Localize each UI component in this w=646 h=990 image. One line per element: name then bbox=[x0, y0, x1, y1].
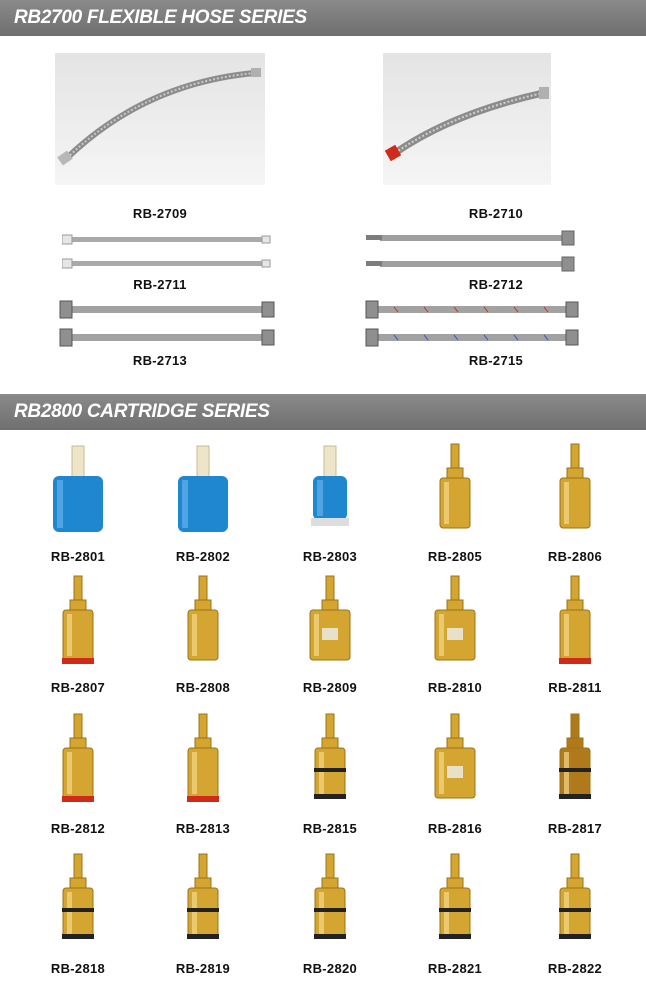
cartridge-image bbox=[295, 710, 365, 810]
cartridge-image bbox=[540, 710, 610, 810]
cartridge-image bbox=[295, 572, 365, 672]
label-rb-2710: RB-2710 bbox=[468, 206, 524, 221]
cartridge-label: RB-2810 bbox=[427, 680, 483, 695]
hose-2709-photo bbox=[55, 53, 265, 185]
cartridge-image bbox=[168, 572, 238, 672]
cartridge-label: RB-2805 bbox=[427, 549, 483, 564]
cartridge-image bbox=[540, 850, 610, 950]
label-rb-2712: RB-2712 bbox=[468, 277, 524, 292]
cartridge-image bbox=[43, 440, 113, 540]
cartridge-label: RB-2802 bbox=[175, 549, 231, 564]
cartridge-image bbox=[43, 572, 113, 672]
cartridge-label: RB-2822 bbox=[547, 961, 603, 976]
cartridge-label: RB-2809 bbox=[302, 680, 358, 695]
cartridge-image bbox=[43, 710, 113, 810]
cartridge-label: RB-2808 bbox=[175, 680, 231, 695]
label-rb-2713: RB-2713 bbox=[132, 353, 188, 368]
cartridge-label: RB-2813 bbox=[175, 821, 231, 836]
cartridge-image bbox=[168, 850, 238, 950]
cartridge-label: RB-2807 bbox=[50, 680, 106, 695]
cartridge-label: RB-2803 bbox=[302, 549, 358, 564]
cartridge-label: RB-2819 bbox=[175, 961, 231, 976]
cartridge-label: RB-2817 bbox=[547, 821, 603, 836]
label-rb-2715: RB-2715 bbox=[468, 353, 524, 368]
hose-2711-pair bbox=[62, 232, 272, 274]
hose-2712-pair bbox=[366, 230, 578, 274]
cartridge-label: RB-2815 bbox=[302, 821, 358, 836]
label-rb-2711: RB-2711 bbox=[133, 277, 187, 292]
cartridge-label: RB-2816 bbox=[427, 821, 483, 836]
cartridge-series-banner: RB2800 CARTRIDGE SERIES bbox=[0, 394, 646, 430]
label-rb-2709: RB-2709 bbox=[132, 206, 188, 221]
cartridge-image bbox=[43, 850, 113, 950]
hose-2715-pair bbox=[364, 298, 580, 350]
cartridge-image bbox=[168, 710, 238, 810]
cartridge-image bbox=[295, 850, 365, 950]
cartridge-image bbox=[295, 440, 365, 540]
cartridge-label: RB-2812 bbox=[50, 821, 106, 836]
cartridge-label: RB-2811 bbox=[548, 680, 602, 695]
cartridge-label: RB-2801 bbox=[50, 549, 106, 564]
cartridge-image bbox=[420, 572, 490, 672]
cartridge-label: RB-2821 bbox=[427, 961, 483, 976]
cartridge-label: RB-2820 bbox=[302, 961, 358, 976]
cartridge-image bbox=[540, 572, 610, 672]
cartridge-label: RB-2818 bbox=[50, 961, 106, 976]
cartridge-image bbox=[420, 850, 490, 950]
hose-2713-pair bbox=[58, 298, 276, 350]
hose-2710-photo bbox=[383, 53, 551, 185]
hose-series-banner: RB2700 FLEXIBLE HOSE SERIES bbox=[0, 0, 646, 36]
cartridge-image bbox=[420, 440, 490, 540]
cartridge-image bbox=[420, 710, 490, 810]
cartridge-image bbox=[540, 440, 610, 540]
cartridge-label: RB-2806 bbox=[547, 549, 603, 564]
cartridge-image bbox=[168, 440, 238, 540]
